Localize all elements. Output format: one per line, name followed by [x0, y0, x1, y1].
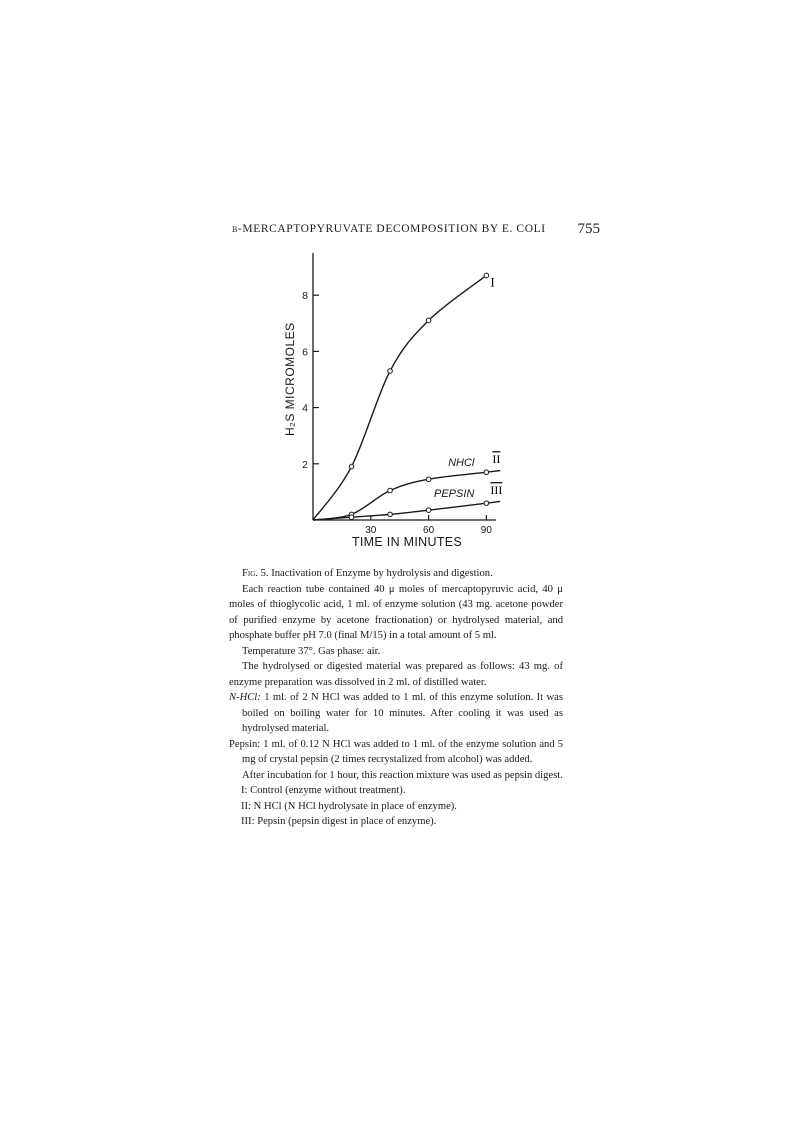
y-tick-label: 4	[302, 402, 308, 415]
legend-i-label: I:	[241, 785, 248, 796]
data-point-III	[349, 515, 354, 520]
y-axis-label: H₂S MICROMOLES	[283, 322, 297, 436]
series-annotation-II: NHCl	[448, 457, 475, 470]
chart-axes	[313, 253, 496, 520]
data-point-I	[426, 318, 431, 323]
caption-paragraph-contents: Each reaction tube contained 40 μ moles of mercaptopyruvic acid, 40 μ moles of thioglycolic acid, 1 ml. of enzyme solution (43 mg. acetone powder of purified enzyme by acetone fractionation) or hydrolysed material, and phosphate buffer pH 7.0 (final M/15) in a total amount of 5 ml.	[229, 583, 563, 641]
y-ticks	[302, 290, 319, 471]
caption-nhcl-text: 1 ml. of 2 N HCl was added to 1 ml. of this enzyme solution. It was boiled on boiling water for 10 minutes. After cooling it was used as hydrolysed material.	[242, 692, 563, 734]
x-tick-label: 90	[480, 525, 492, 536]
caption-legend-iii	[229, 814, 563, 830]
legend-iii-label: III:	[241, 816, 255, 827]
legend-ii-label: II:	[241, 800, 251, 812]
data-point-I	[484, 273, 489, 278]
data-point-III	[484, 501, 489, 506]
series-label-I: I	[490, 274, 495, 290]
caption-pepsin-text: 1 ml. of 0.12 N HCl was added to 1 ml. of the enzyme solution and 5 mg of crystal pepsin (2 times recrystalized from alcohol) was added.	[242, 738, 563, 765]
caption-paragraph-nhcl	[229, 690, 563, 737]
data-point-I	[349, 464, 354, 469]
chart-series	[313, 273, 502, 520]
figure-caption	[229, 566, 563, 830]
x-tick-label: 30	[365, 525, 377, 536]
series-label-II: II	[492, 452, 501, 467]
x-axis-label: TIME IN MINUTES	[351, 535, 463, 549]
figure-5-chart	[270, 248, 520, 553]
data-point-I	[388, 369, 393, 374]
data-point-II	[426, 477, 431, 482]
y-tick-label: 6	[302, 346, 308, 359]
caption-paragraph-preparation: The hydrolysed or digested material was prepared as follows: 43 mg. of enzyme preparation was dissolved in 2 ml. of distilled water.	[229, 661, 563, 688]
caption-legend-i	[229, 783, 563, 799]
x-ticks	[365, 515, 492, 536]
caption-fig-title: Inactivation of Enzyme by hydrolysis and digestion.	[271, 568, 493, 579]
caption-paragraph-pepsin	[229, 737, 563, 768]
caption-paragraph-conditions: Temperature 37°. Gas phase: air.	[242, 645, 381, 657]
caption-nhcl-label: N-HCl:	[229, 692, 261, 703]
data-point-III	[388, 512, 393, 517]
running-header	[232, 221, 600, 243]
caption-legend-ii	[229, 799, 563, 815]
data-point-II	[484, 470, 489, 475]
legend-ii-text: N HCl (N HCl hydrolysate in place of enzyme).	[253, 800, 457, 812]
x-tick-label: 60	[423, 525, 435, 536]
legend-i-text: Control (enzyme without treatment).	[250, 785, 406, 796]
caption-pepsin-label: Pepsin:	[229, 738, 261, 750]
caption-paragraph-incubation: After incubation for 1 hour, this reaction mixture was used as pepsin digest.	[242, 769, 563, 781]
data-point-III	[426, 508, 431, 513]
page-number: 755	[577, 221, 600, 237]
series-line-I	[313, 275, 486, 520]
running-title: β-MERCAPTOPYRUVATE DECOMPOSITION BY E. COLI	[232, 223, 546, 235]
data-point-II	[388, 488, 393, 493]
y-tick-label: 2	[302, 458, 308, 471]
y-tick-label: 8	[302, 290, 308, 303]
caption-fig-label: Fig. 5.	[242, 568, 269, 579]
legend-iii-text: Pepsin (pepsin digest in place of enzyme).	[257, 816, 437, 827]
series-label-III: III	[490, 483, 503, 498]
series-annotation-III: PEPSIN	[434, 488, 475, 501]
